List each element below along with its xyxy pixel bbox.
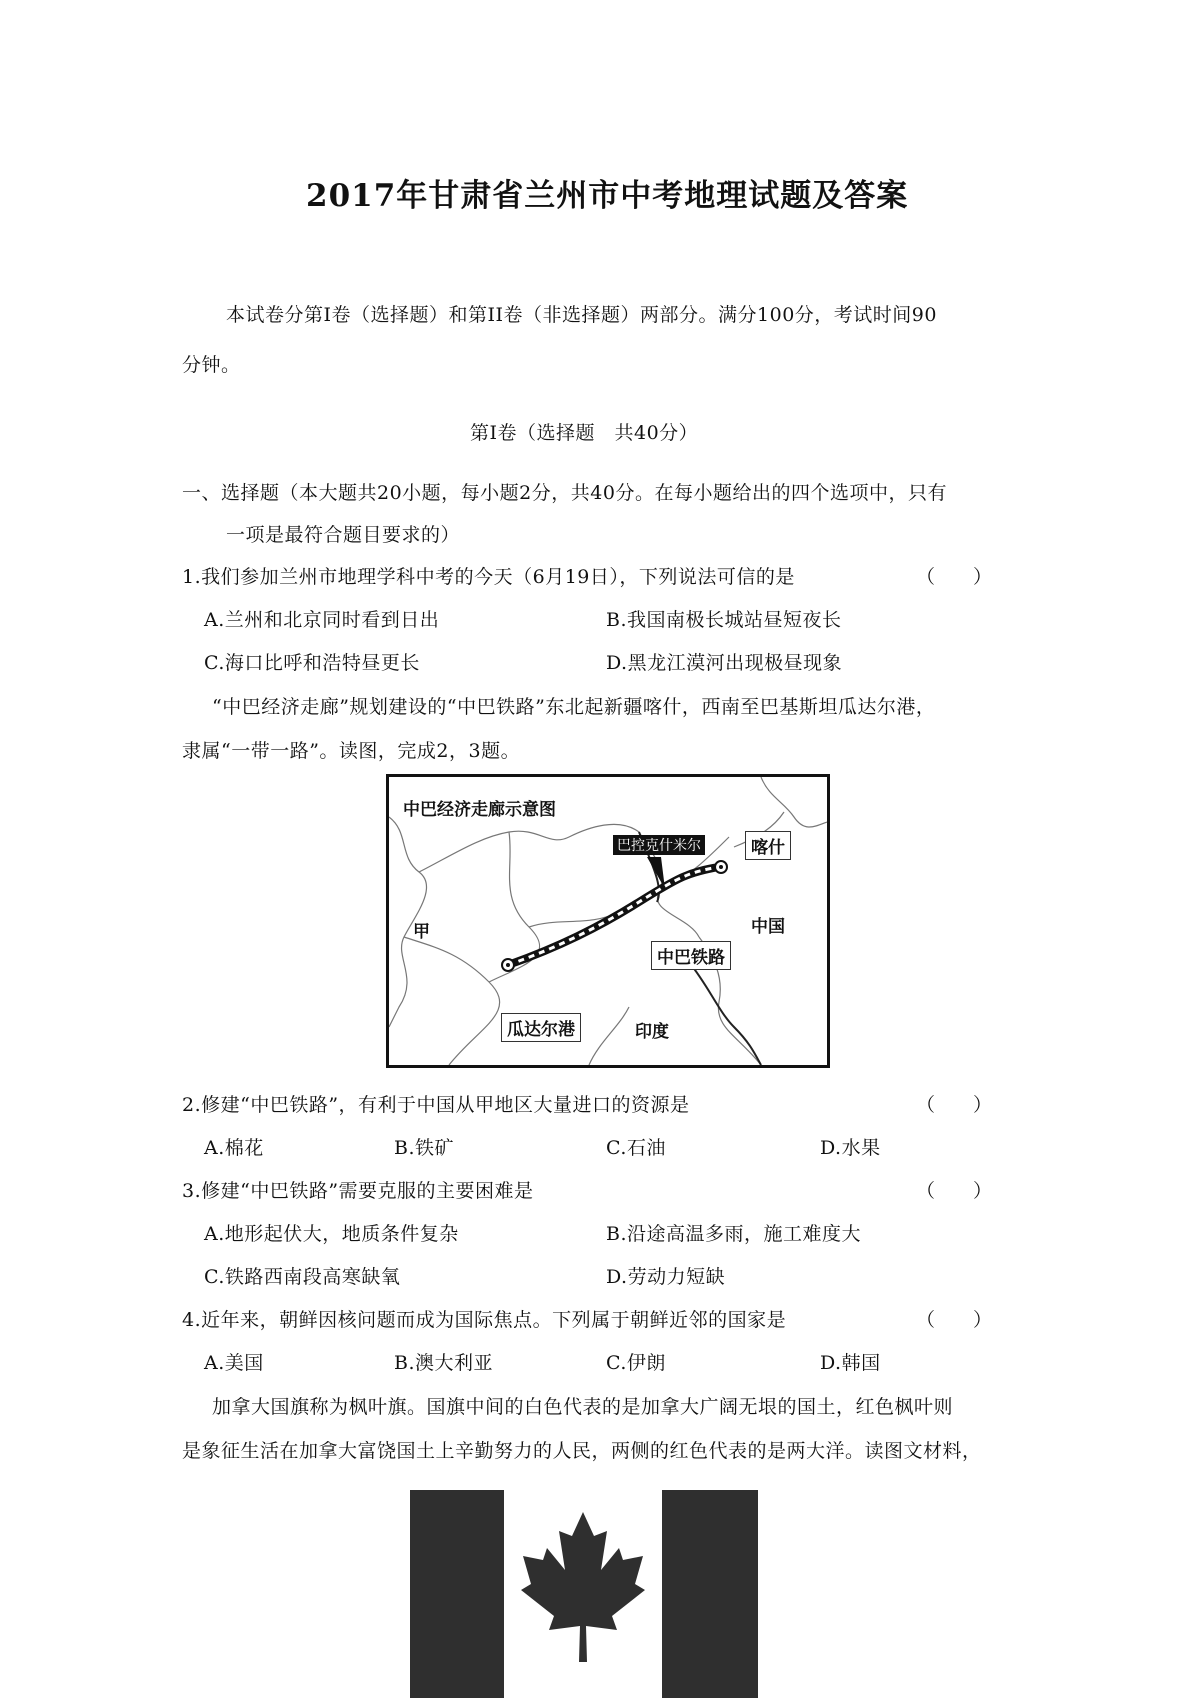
q3-option-d: D.劳动力短缺: [606, 1266, 726, 1288]
map-label-china: 中国: [751, 917, 785, 937]
map-label-railway: 中巴铁路: [651, 941, 731, 970]
passage2-line-2: 是象征生活在加拿大富饶国土上辛勤努力的人民，两侧的红色代表的是两大洋。读图文材料，: [182, 1440, 982, 1462]
q3-option-a: A.地形起伏大，地质条件复杂: [204, 1223, 459, 1245]
q4-option-a: A.美国: [204, 1352, 264, 1374]
passage2-line-1: 加拿大国旗称为枫叶旗。国旗中间的白色代表的是加拿大广阔无垠的国土，红色枫叶则: [212, 1396, 954, 1418]
q3-option-b: B.沿途高温多雨，施工难度大: [606, 1223, 862, 1245]
document-title: 2017年甘肃省兰州市中考地理试题及答案: [306, 178, 909, 214]
map-title: 中巴经济走廊示意图: [403, 800, 556, 820]
q4-option-c: C.伊朗: [606, 1352, 666, 1374]
maple-leaf-icon: [504, 1490, 662, 1698]
q3-option-c: C.铁路西南段高寒缺氧: [204, 1266, 401, 1288]
q1-option-d: D.黑龙江漠河出现极昼现象: [606, 652, 843, 674]
map-label-jia: 甲: [413, 922, 430, 942]
map-label-pakistan-kashmir: 巴控克什米尔: [613, 835, 705, 855]
q1-answer-paren: （ ）: [916, 566, 993, 588]
intro-line-2: 分钟。: [182, 354, 241, 376]
q4-stem: 4.近年来，朝鲜因核问题而成为国际焦点。下列属于朝鲜近邻的国家是: [182, 1309, 787, 1331]
q1-option-b: B.我国南极长城站昼短夜长: [606, 609, 842, 631]
flag-left-band: [410, 1490, 504, 1698]
q1-option-a: A.兰州和北京同时看到日出: [204, 609, 440, 631]
cpec-map: [386, 774, 830, 1068]
q4-option-b: B.澳大利亚: [394, 1352, 494, 1374]
intro-line-1: 本试卷分第Ⅰ卷（选择题）和第II卷（非选择题）两部分。满分100分，考试时间90: [226, 304, 937, 326]
passage1-line-2: 隶属“一带一路”。读图，完成2，3题。: [182, 740, 521, 762]
q4-option-d: D.韩国: [820, 1352, 881, 1374]
q4-answer-paren: （ ）: [916, 1309, 993, 1331]
q2-option-a: A.棉花: [204, 1137, 264, 1159]
q2-option-d: D.水果: [820, 1137, 881, 1159]
part1-line-1: 一、选择题（本大题共20小题，每小题2分，共40分。在每小题给出的四个选项中，只有: [182, 482, 947, 504]
q1-option-c: C.海口比呼和浩特昼更长: [204, 652, 420, 674]
q3-stem: 3.修建“中巴铁路”需要克服的主要困难是: [182, 1180, 534, 1202]
q1-stem: 1.我们参加兰州市地理学科中考的今天（6月19日），下列说法可信的是: [182, 566, 795, 588]
part1-line-2: 一项是最符合题目要求的）: [226, 524, 461, 546]
map-label-india: 印度: [635, 1022, 669, 1042]
flag-right-band: [662, 1490, 758, 1698]
q2-option-c: C.石油: [606, 1137, 666, 1159]
map-label-gwadar: 瓜达尔港: [501, 1013, 581, 1042]
q2-stem: 2.修建“中巴铁路”，有利于中国从甲地区大量进口的资源是: [182, 1094, 690, 1116]
map-label-kashgar: 喀什: [745, 831, 791, 860]
canada-flag-figure: [410, 1490, 786, 1698]
q2-answer-paren: （ ）: [916, 1094, 993, 1116]
section-title: 第Ⅰ卷（选择题 共40分）: [470, 422, 699, 444]
q3-answer-paren: （ ）: [916, 1180, 993, 1202]
q2-option-b: B.铁矿: [394, 1137, 455, 1159]
passage1-line-1: “中巴经济走廊”规划建设的“中巴铁路”东北起新疆喀什，西南至巴基斯坦瓜达尔港，: [212, 696, 936, 718]
